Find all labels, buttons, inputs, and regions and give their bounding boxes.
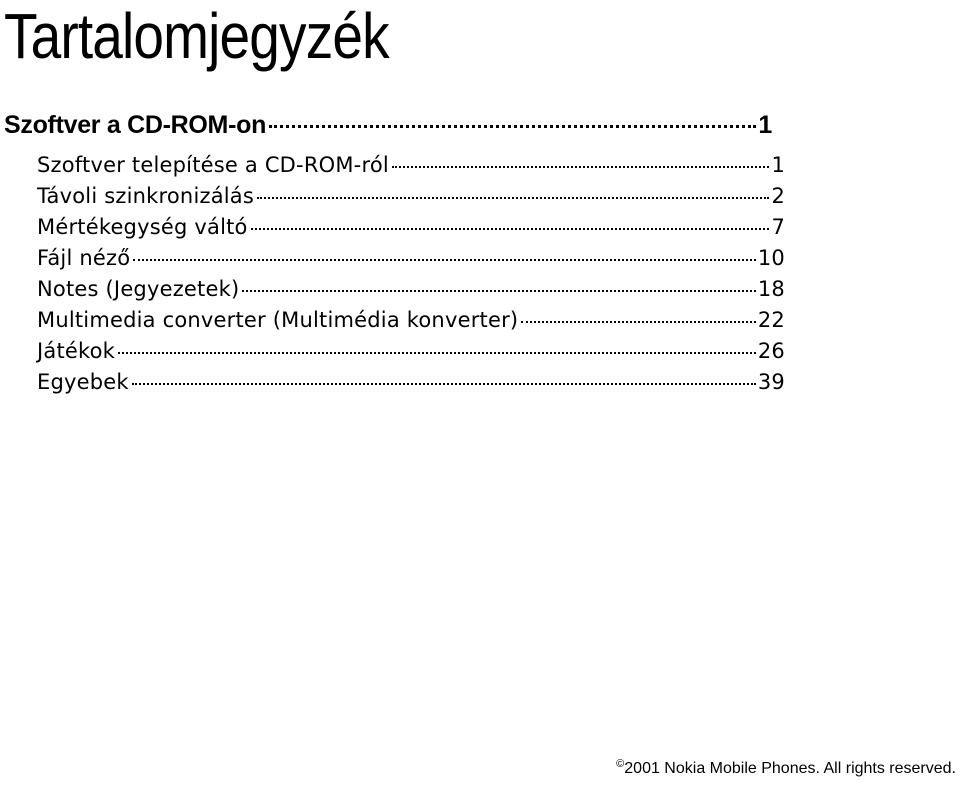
toc-entry-software-install[interactable] <box>37 153 785 183</box>
toc-page-number: 26 <box>757 339 785 363</box>
toc-entry-remote-sync[interactable] <box>37 184 785 214</box>
toc-entry-label: Mértékegység váltó <box>37 215 248 239</box>
toc-chapter-label: Szoftver a CD-ROM-on <box>4 111 267 139</box>
toc-entry-label: Notes (Jegyezetek) <box>37 277 240 301</box>
toc-page-number: 1 <box>771 153 785 177</box>
toc-page-number: 39 <box>757 370 785 394</box>
toc-entry-label: Távoli szinkronizálás <box>37 184 255 208</box>
copyright-text: 2001 Nokia Mobile Phones. All rights reserved. <box>624 760 956 777</box>
toc-entry-file-viewer[interactable] <box>37 246 785 276</box>
toc-entry-label: Egyebek <box>37 370 129 394</box>
toc-dot-leader <box>242 290 756 292</box>
toc-entry-unit-converter[interactable] <box>37 215 785 245</box>
toc-dot-leader <box>118 352 756 354</box>
toc-dot-leader <box>269 125 756 128</box>
toc-entry-notes[interactable] <box>37 277 785 307</box>
toc-dot-leader <box>392 166 770 168</box>
toc-page-number: 10 <box>757 246 785 270</box>
toc-dot-leader <box>251 228 770 230</box>
toc-entry-label: Fájl néző <box>37 246 131 270</box>
page-title: Tartalomjegyzék <box>4 0 389 72</box>
toc-page-number: 2 <box>771 184 785 208</box>
toc-entry-label: Szoftver telepítése a CD-ROM-ról <box>37 153 389 177</box>
toc-page-number: 1 <box>758 111 772 139</box>
toc-entry-games[interactable] <box>37 339 785 369</box>
toc-dot-leader <box>132 383 756 385</box>
toc-dot-leader <box>133 259 756 261</box>
toc-page-number: 22 <box>757 308 785 332</box>
toc-dot-leader <box>257 197 769 199</box>
toc-page-number: 7 <box>771 215 785 239</box>
copyright-icon: © <box>616 758 625 770</box>
copyright-footer <box>616 760 956 778</box>
toc-chapter-entry[interactable] <box>4 111 772 143</box>
toc-page-number: 18 <box>757 277 785 301</box>
toc-entry-multimedia-converter[interactable] <box>37 308 785 338</box>
toc-entry-label: Játékok <box>37 339 116 363</box>
toc-entry-label: Multimedia converter (Multimédia konverter) <box>37 308 519 332</box>
toc-entry-misc[interactable] <box>37 370 785 400</box>
toc-dot-leader <box>521 321 756 323</box>
